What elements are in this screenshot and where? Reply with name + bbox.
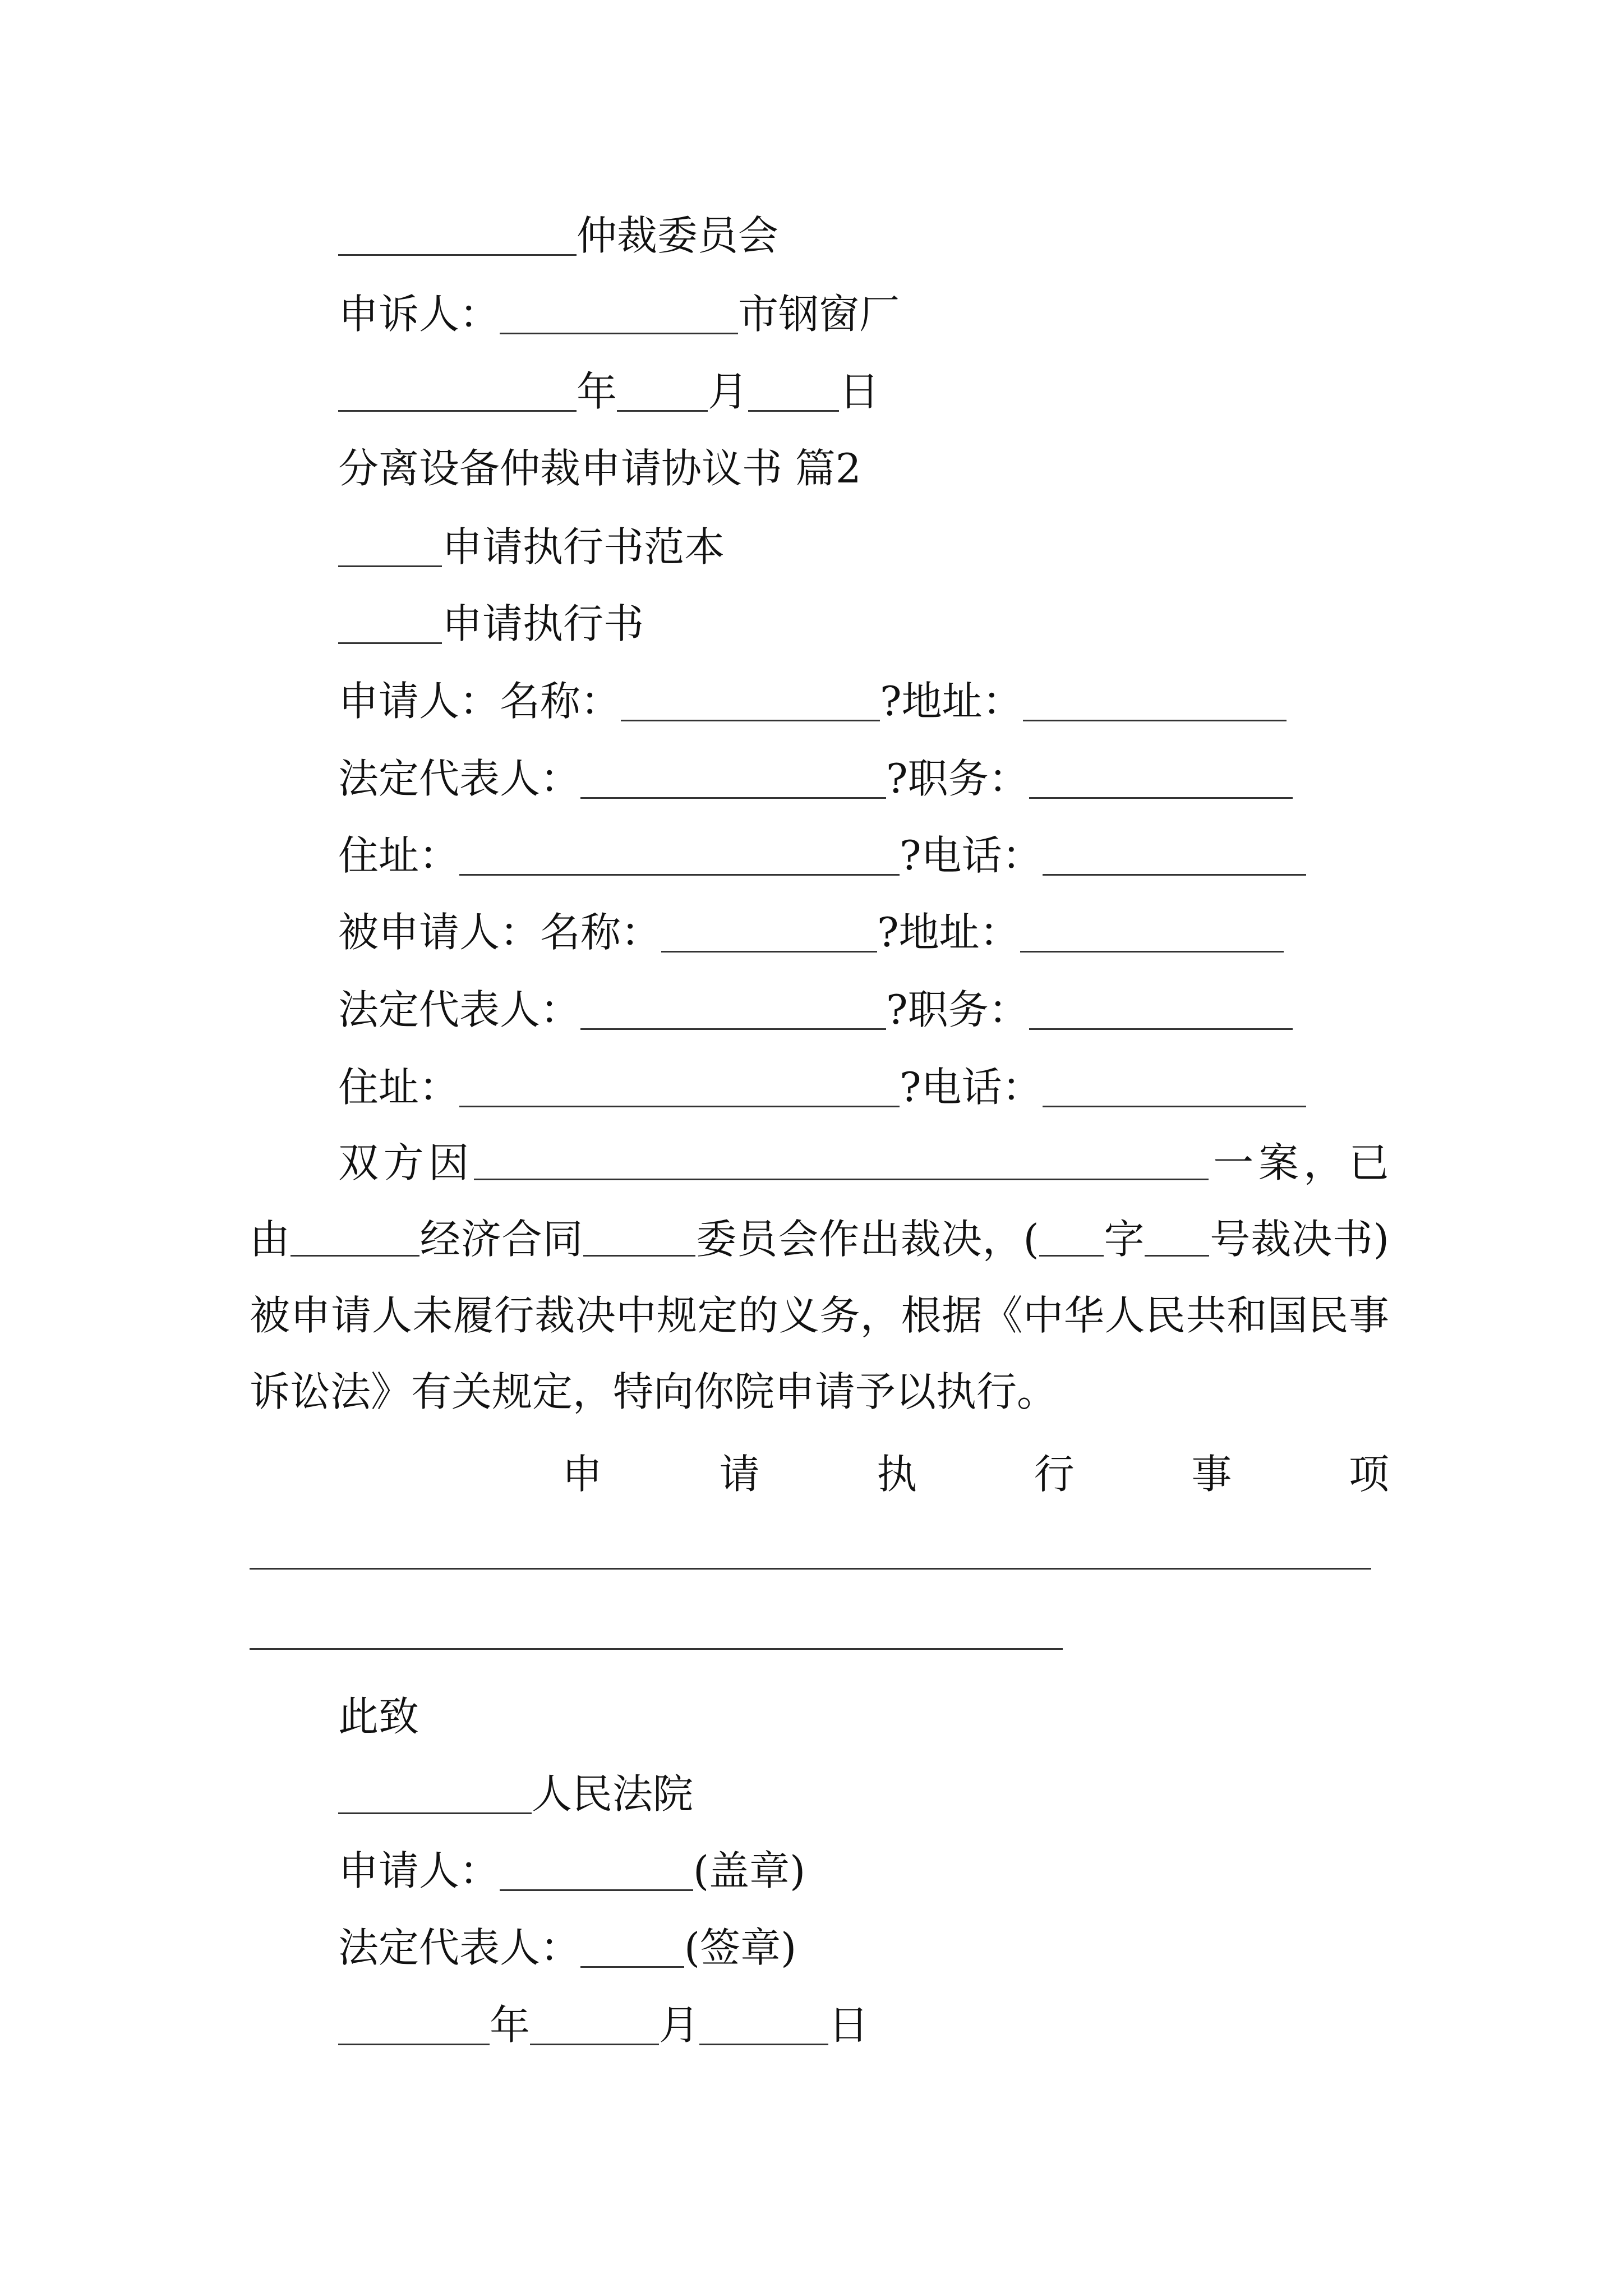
- applicant-name-line: [338, 673, 1287, 729]
- complainant-line: [338, 286, 900, 342]
- body-text: 一案，已由: [250, 1139, 1389, 1263]
- address-label: ?地址：: [877, 909, 1020, 956]
- blank-field: [617, 371, 708, 412]
- blank-field: [580, 989, 886, 1030]
- blank-field: [459, 835, 900, 876]
- body-paragraph: [250, 1125, 1389, 1430]
- template-title: [338, 519, 725, 575]
- sign-note: (签章): [684, 1924, 797, 1971]
- day-label: 日: [839, 368, 880, 415]
- court-line: [338, 1766, 693, 1822]
- blank-field: [474, 1146, 1209, 1180]
- blank-field: [748, 371, 839, 412]
- seal-note: (盖章): [693, 1847, 806, 1894]
- applicant-residence-line: [338, 827, 1306, 884]
- heading-char: 请: [719, 1451, 760, 1498]
- heading-char: 执: [877, 1451, 917, 1498]
- blank-field: [459, 1066, 900, 1107]
- blank-field: [580, 1927, 684, 1968]
- day-label: 日: [828, 2001, 869, 2049]
- applicant-rep-line: [338, 751, 1293, 807]
- residence-label: 住址：: [338, 832, 460, 879]
- blank-rule: [250, 1568, 1371, 1570]
- template-title-text: 申请执行书范本: [442, 523, 725, 570]
- applicant-seal-line: [338, 1843, 805, 1899]
- salutation: 此致: [338, 1693, 419, 1740]
- section-title: [338, 440, 861, 496]
- section-title-text: 分离设备仲裁申请协议书 篇2: [338, 445, 861, 492]
- blank-field: [1020, 912, 1284, 953]
- body-text: 双方因: [338, 1139, 474, 1186]
- heading-char: 事: [1191, 1451, 1232, 1498]
- month-label: 月: [708, 368, 749, 415]
- blank-field: [338, 603, 442, 644]
- blank-field: [1039, 1222, 1104, 1257]
- phone-label: ?电话：: [900, 1064, 1043, 1111]
- heading-char: 项: [1348, 1451, 1389, 1498]
- committee-suffix: 仲裁委员会: [577, 212, 779, 259]
- respondent-residence-line: [338, 1059, 1306, 1115]
- blank-field: [338, 1773, 532, 1814]
- blank-field: [1043, 1066, 1306, 1107]
- date-line-top: [338, 364, 879, 420]
- blank-field: [1043, 835, 1306, 876]
- blank-field: [500, 293, 738, 334]
- year-label: 年: [577, 368, 617, 415]
- body-text: 号裁决书)被申请人未履行裁决中规定的义务，根据《中华人民共和国民事诉讼法》有关规定，特向你院申请予以执行。: [250, 1216, 1389, 1415]
- rep-label: 法定代表人：: [338, 755, 581, 802]
- year-label: 年: [490, 2001, 531, 2049]
- committee-line: [338, 208, 778, 264]
- blank-field: [338, 2004, 490, 2045]
- blank-field: [621, 680, 880, 721]
- rep-sign-line: [338, 1920, 796, 1976]
- heading-char: 行: [1034, 1451, 1075, 1498]
- blank-field: [1023, 680, 1287, 721]
- respondent-name-line: [338, 904, 1284, 960]
- form-title-text: 申请执行书: [442, 600, 644, 647]
- respondent-rep-line: [338, 982, 1293, 1038]
- court-suffix: 人民法院: [532, 1770, 694, 1818]
- blank-field: [1029, 989, 1293, 1030]
- blank-field: [530, 2004, 659, 2045]
- blank-field: [699, 2004, 828, 2045]
- complainant-suffix: 市钢窗厂: [738, 291, 900, 338]
- blank-field: [583, 1222, 695, 1257]
- blank-field: [1145, 1222, 1209, 1257]
- complainant-label: 申诉人：: [338, 291, 500, 338]
- rep-label: 法定代表人：: [338, 1924, 581, 1971]
- applicant-label: 申请人：名称：: [338, 678, 621, 725]
- position-label: ?职务：: [886, 986, 1029, 1033]
- body-text: 委员会作出裁决，(: [695, 1216, 1039, 1263]
- blank-field: [661, 912, 877, 953]
- blank-field: [338, 526, 442, 567]
- matters-heading: [562, 1446, 1389, 1502]
- salutation-line: [338, 1688, 419, 1745]
- blank-field: [500, 1850, 693, 1891]
- position-label: ?职务：: [886, 755, 1029, 802]
- blank-field: [338, 215, 577, 256]
- respondent-label: 被申请人：名称：: [338, 909, 662, 956]
- month-label: 月: [659, 2001, 700, 2049]
- blank-field: [580, 758, 886, 799]
- heading-char: 申: [562, 1451, 603, 1498]
- address-label: ?地址：: [880, 678, 1023, 725]
- blank-rule: [250, 1648, 1063, 1650]
- rep-label: 法定代表人：: [338, 986, 581, 1033]
- form-title: [338, 596, 644, 652]
- blank-field: [338, 371, 577, 412]
- date-line-bottom: [338, 1997, 869, 2053]
- applicant-label: 申请人：: [338, 1847, 500, 1894]
- blank-field: [291, 1222, 419, 1257]
- body-text: 经济合同: [419, 1216, 584, 1263]
- blank-field: [1029, 758, 1293, 799]
- phone-label: ?电话：: [900, 832, 1043, 879]
- residence-label: 住址：: [338, 1064, 460, 1111]
- body-text: 字: [1103, 1216, 1145, 1263]
